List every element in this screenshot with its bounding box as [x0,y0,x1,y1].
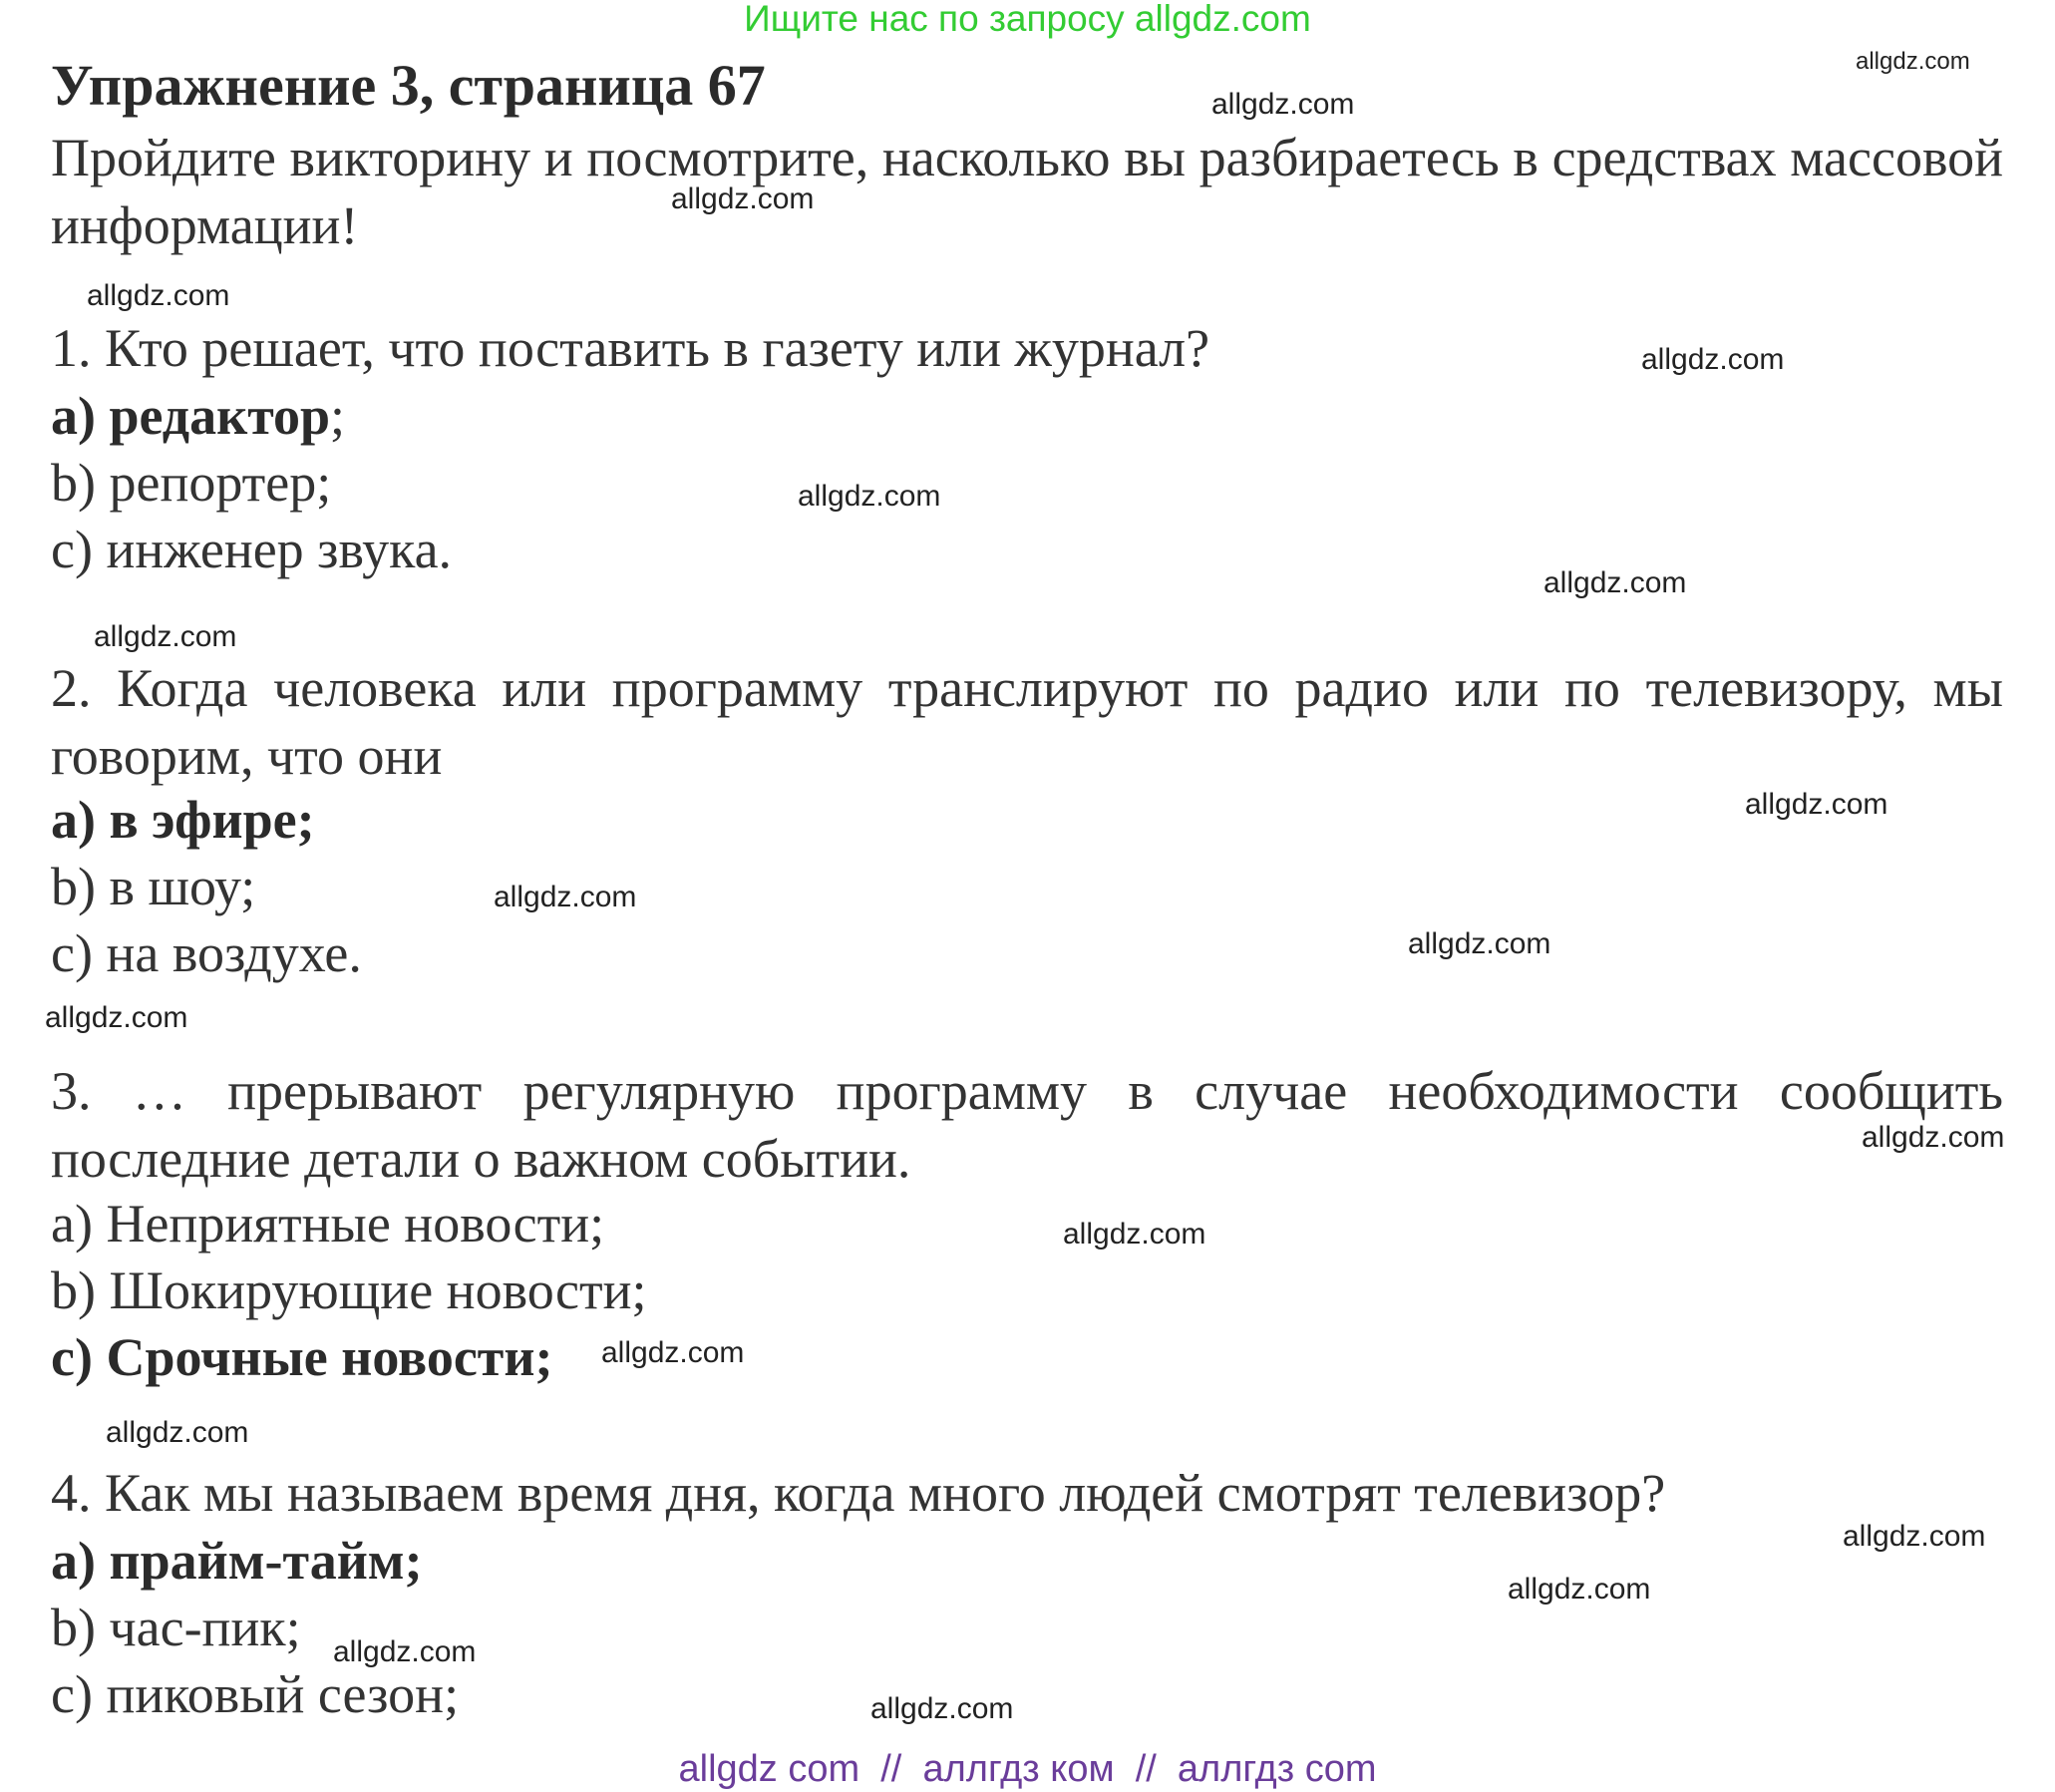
question-2-text: 2. Когда человека или программу транслируют по радио или по телевизору, мы говорим, что они [51,658,2003,786]
question-1-text: 1. Кто решает, что поставить в газету или журнал? [51,318,1210,378]
question-4-option-b: b) час-пик; [51,1598,301,1657]
watermark: allgdz.com [601,1336,745,1369]
watermark: allgdz.com [94,620,237,653]
question-2-option-c: c) на воздухе. [51,923,362,983]
question-1-option-a-label: a) редактор [51,386,331,446]
watermark: allgdz.com [1641,343,1785,376]
watermark: allgdz.com [1843,1520,1986,1553]
watermark: allgdz.com [1745,788,1888,821]
watermark: allgdz.com [1408,927,1551,960]
watermark: allgdz.com [798,480,941,513]
question-3-option-a: a) Неприятные новости; [51,1194,605,1254]
watermark: allgdz.com [671,182,815,215]
question-4-text: 4. Как мы называем время дня, когда много людей смотрят телевизор? [51,1463,1666,1523]
watermark: allgdz.com [494,881,637,913]
question-3-option-c: c) Срочные новости; [51,1327,553,1387]
question-2-option-b: b) в шоу; [51,857,256,916]
question-4-option-c: c) пиковый сезон; [51,1664,460,1724]
watermark: allgdz.com [45,1001,188,1034]
top-banner[interactable]: Ищите нас по запросу allgdz.com [744,0,1311,39]
watermark: allgdz.com [1063,1218,1206,1251]
watermark: allgdz.com [333,1635,477,1668]
watermark: allgdz.com [1508,1573,1651,1606]
watermark: allgdz.com [1862,1121,2005,1154]
watermark: allgdz.com [870,1692,1014,1725]
watermark: allgdz.com [106,1416,249,1449]
watermark: allgdz.com [87,279,230,312]
watermark: allgdz.com [1856,48,1970,75]
watermark: allgdz.com [1543,566,1687,599]
question-1-option-b: b) репортер; [51,453,332,513]
intro-text: Пройдите викторину и посмотрите, насколько вы разбираетесь в средствах массовой информации! [51,128,2003,255]
question-1-option-a [51,385,345,447]
exercise-title: Упражнение 3, страница 67 [51,53,766,118]
watermark: allgdz.com [1211,88,1355,121]
question-1-option-a-suffix: ; [330,386,346,446]
question-4-option-a: a) прайм-тайм; [51,1531,423,1591]
question-1-option-c: c) инженер звука. [51,520,453,579]
footer-links[interactable]: allgdz com // аллгдз ком // аллгдз com [678,1748,1377,1790]
question-2-option-a: a) в эфире; [51,790,315,850]
question-3-option-b: b) Шокирующие новости; [51,1260,647,1320]
question-3-text: 3. … прерывают регулярную программу в случае необходимости сообщить последние детали о важном событии. [51,1061,2003,1189]
